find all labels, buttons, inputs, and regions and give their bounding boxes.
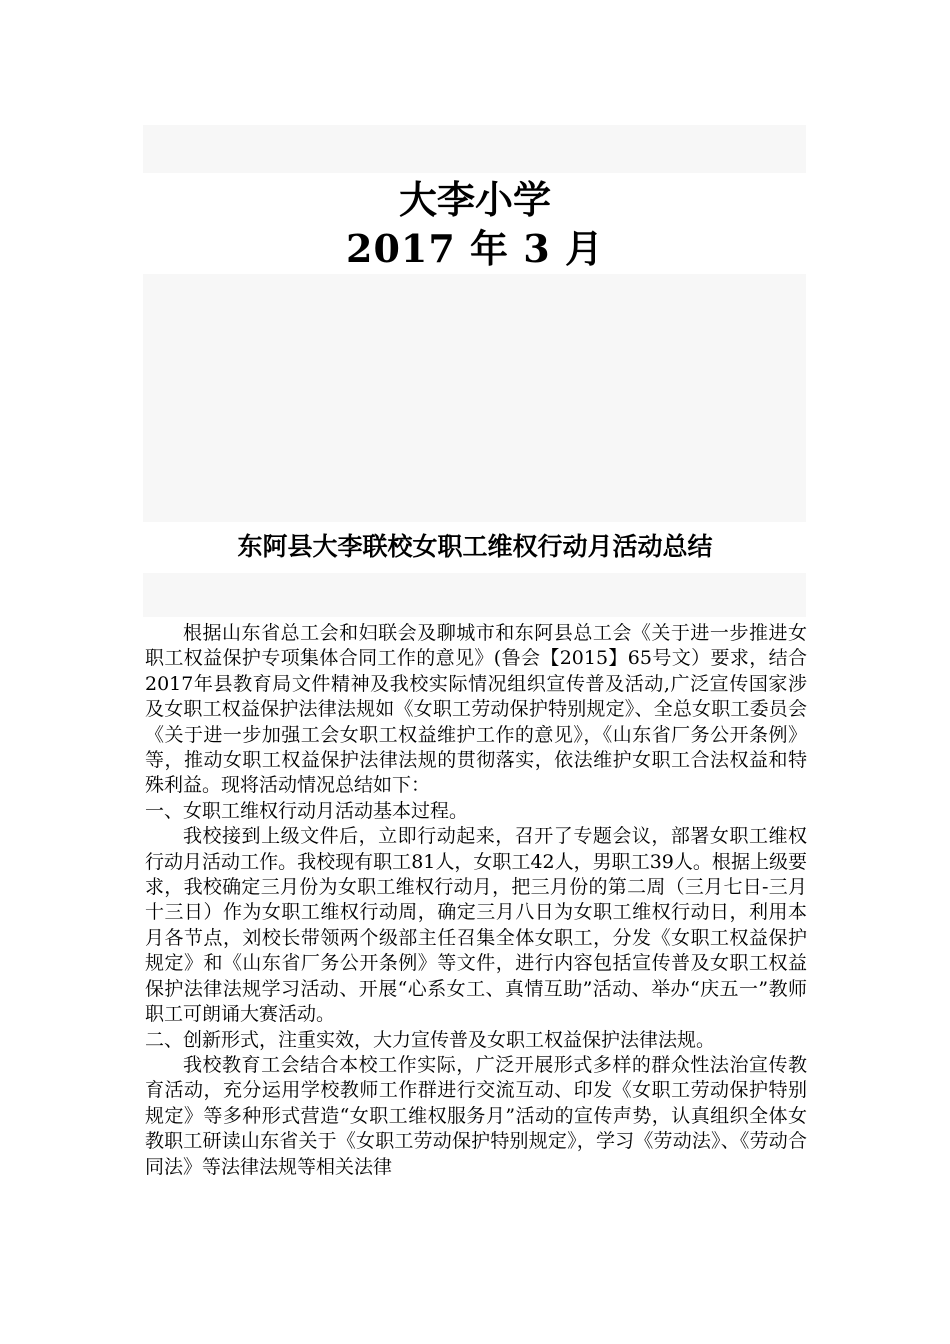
section-heading: 一、女职工维权行动月活动基本过程。 [145,799,469,822]
cover-school-name: 大李小学 [398,177,551,222]
section-heading: 二、创新形式，注重实效，大力宣传普及女职工权益保护法律法规。 [145,1028,716,1051]
body-paragraph: 我校教育工会结合本校工作实际，广泛开展形式多样的群众性法治宣传教育活动，充分运用学校教师工作群进行交流互动、印发《女职工劳动保护特别规定》等多种形式营造“女职工维权服务月”活动的宣传声势，认真组织全体女教职工研读山东省关于《女职工劳动保护特别规定》，学习《劳动法》、《劳动合同法》等法律法规等相关法律 [145,1053,807,1178]
body-paragraph: 根据山东省总工会和妇联会及聊城市和东阿县总工会《关于进一步推进女职工权益保护专项集体合同工作的意见》(鲁会【2015】65号文）要求，结合2017年县教育局文件精神及我校实际情况组织宣传普及活动,广泛宣传国家涉及女职工权益保护法律法规如《女职工劳动保护特别规定》、全总女职工委员会《关于进一步加强工会女职工权益维护工作的意见》，《山东省厂务公开条例》等，推动女职工权益保护法律法规的贯彻落实，依法维护女职工合法权益和特殊利益。现将活动情况总结如下： [145,622,807,797]
document-body [145,621,807,1180]
cover-date: 2017 年 3 月 [346,226,604,271]
body-paragraph: 我校接到上级文件后，立即行动起来，召开了专题会议，部署女职工维权行动月活动工作。我校现有职工81人，女职工42人，男职工39人。根据上级要求，我校确定三月份为女职工维权行动月，把三月份的第二周（三月七日-三月十三日）作为女职工维权行动周，确定三月八日为女职工维权行动日，利用本月各节点，刘校长带领两个级部主任召集全体女职工，分发《女职工权益保护规定》和《山东省厂务公开条例》等文件，进行内容包括宣传普及女职工权益保护法律法规学习活动、开展“心系女工、真情互助”活动、举办“庆五一”教师职工可朗诵大赛活动。 [145,825,807,1026]
document-title: 东阿县大李联校女职工维权行动月活动总结 [237,532,713,561]
shaded-band-lower [143,573,806,617]
shaded-band-middle [143,274,806,522]
shaded-band-top [143,125,806,173]
